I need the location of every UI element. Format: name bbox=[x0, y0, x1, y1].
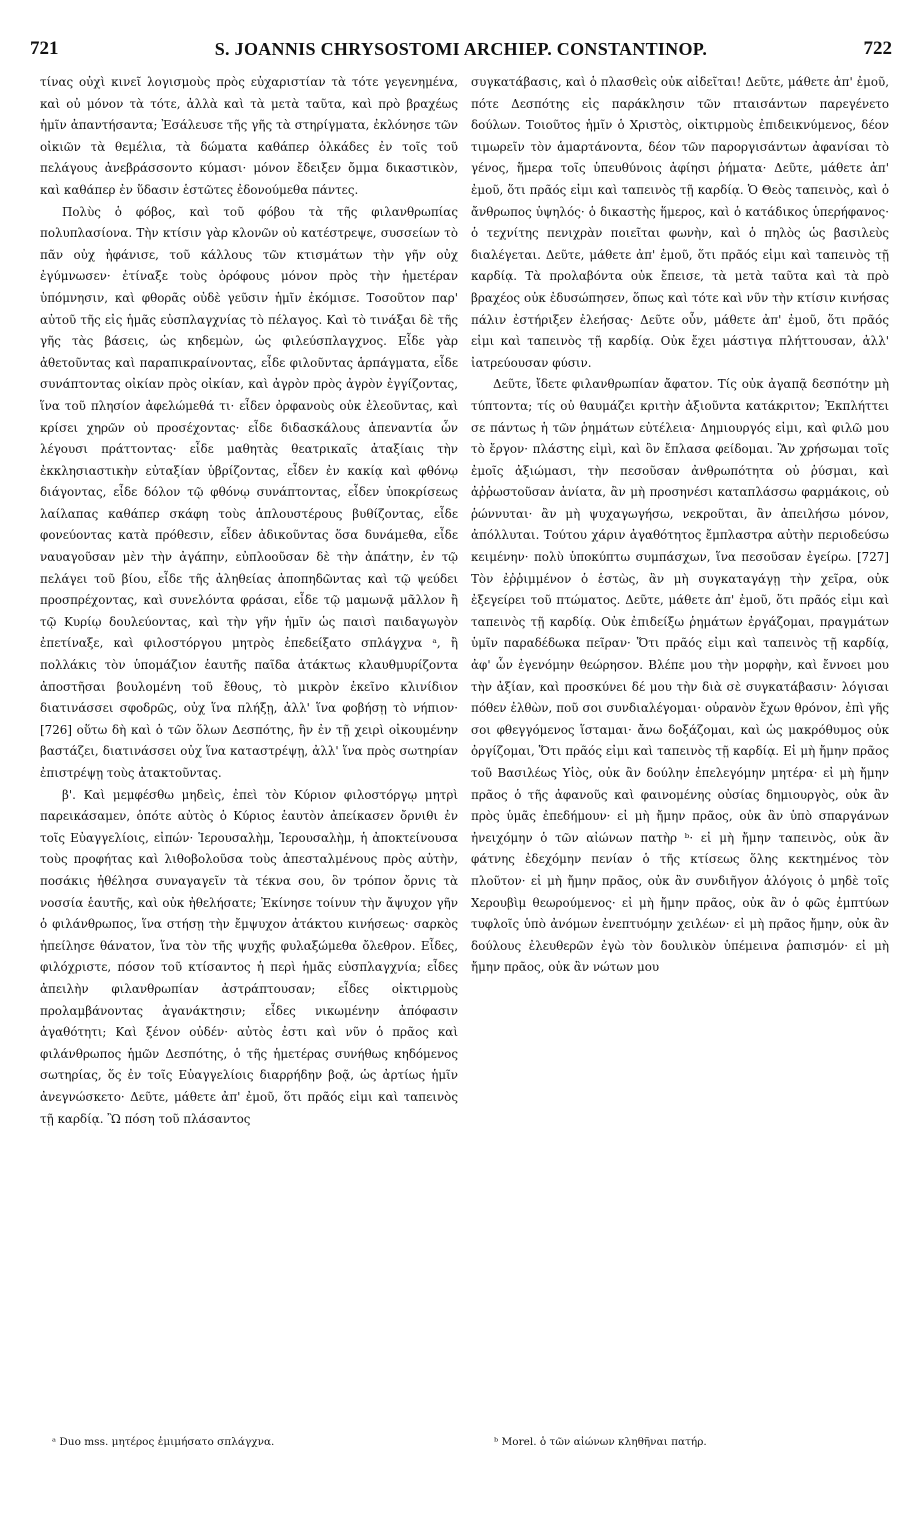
page-number-left: 721 bbox=[30, 38, 59, 59]
page-number-right: 722 bbox=[863, 38, 892, 59]
footnotes bbox=[40, 1436, 889, 1462]
right-column bbox=[471, 72, 889, 1412]
paragraph: Πολὺς ὁ φόβος, καὶ τοῦ φόβου τὰ τῆς φιλανθρωπίας πολυπλασίονα. Τὴν κτίσιν γὰρ κλονῶν οὐ κατέστρεψε, συσσείων τὸ πᾶν οὐχ ἠφάνισε, τοῦ κάλλους τῶν κτισμάτων τὴν γῆν οὐχ ἐγύμνωσεν· ἐτίναξε τοὺς ὀρόφους μόνον πρὸς τὴν ἡμετέραν ὑπόμνησιν, καὶ φθορᾶς οὐδὲ γεῦσιν ἡμῖν ἐκόμισε. Τοσοῦτον παρ' αὐτοῦ τῆς εἰς ἡμᾶς εὐσπλαγχνίας τὸ πέλαγος. Καὶ τὸ τινάξαι δὲ τῆς γῆς τὰς βάσεις, ὡς κηδεμὼν, ὡς φιλεύσπλαγχνος. Εἶδε γὰρ ἀθετοῦντας καὶ παραπικραίνοντας, εἶδε φιλοῦντας ἁρπάγματα, εἶδε συνάπτοντας οἰκίαν πρὸς οἰκίαν, καὶ ἀγρὸν πρὸς ἀγρὸν ἐγγίζοντας, ἵνα τοῦ πλησίον ἀφελώμεθά τι· εἶδεν ὀρφανοὺς οὐκ ἐλεοῦντας, καὶ κρίσει χηρῶν οὐ προσέχοντας· εἶδε διδασκάλους ἀπεναντία ὧν λέγουσι πράττοντας· εἶδε μαθητὰς θεατρικαῖς ἀταξίαις τὴν ἐκκλησιαστικὴν εὐταξίαν ὑβρίζοντας, εἶδεν ἐν κακίᾳ καὶ φθόνῳ διάγοντας, εἶδε δόλον τῷ φθόνῳ συνάπτοντας, εἶδεν ὑποκρίσεως λαίλαπας καθάπερ σκάφη τοὺς ἁπλουστέρους βυθίζοντας, εἶδε φονεύοντας κατὰ πρόθεσιν, εἶδεν ἀδικοῦντας ὅσα δυνάμεθα, εἶδε ναυαγοῦσαν μὲν τὴν ἀγάπην, εὐπλοοῦσαν δὲ τὴν ἀπάτην, ἐν τῷ πελάγει τοῦ βίου, εἶδε τῆς ἀληθείας ἀποπηδῶντας καὶ τῷ ψεύδει προσπρέχοντας, καὶ συνελόντα φράσαι, εἶδε τῷ μαμωνᾷ μᾶλλον ἢ τῷ Κυρίῳ δουλεύοντας, καὶ τὴν γῆν ἡμῖν ὡς παισὶ παιδαγωγὸν ἐπετίναξε, καὶ φιλοστόργου μητρὸς ἐπεδείξατο σπλάγχνα ᵃ, ἢ πολλάκις τὸν ὑπομάζιον ἑαυτῆς παῖδα ἀτάκτως κλαυθμυρίζοντα ἀποστῆσαι βουλομένη τοῦ ἔθους, τὸ μικρὸν ἐκεῖνο κλινίδιον διατινάσσει σφοδρῶς, οὐχ ἵνα πλήξῃ, ἀλλ' ἵνα φοβήσῃ τὸ νήπιον· [726] οὕτω δὴ καὶ ὁ τῶν ὅλων Δεσπότης, ἣν ἐν τῇ χειρὶ οἰκουμένην βαστάζει, διατινάσσει οὐχ ἵνα καταστρέψῃ, ἀλλ' ἵνα πρὸς σωτηρίαν ἐπιστρέψῃ τοὺς ἀτακτοῦντας. bbox=[40, 204, 458, 780]
paragraph: τίνας οὐχὶ κινεῖ λογισμοὺς πρὸς εὐχαριστίαν τὰ τότε γεγενημένα, καὶ οὐ μόνον τὰ τότε, ἀλλὰ καὶ τὰ μετὰ ταῦτα, καὶ πρὸ βραχέως ἡμῖν ἀπαντήσαντα; Ἐσάλευσε τῆς γῆς τὰ στηρίγματα, ἐκλόνησε τῶν οἰκιῶν τὰ θεμέλια, τὰ δώματα καθάπερ ὁλκάδες ἐν τοῖς τοῦ πελάγους ἀνεβράσσοντο κύμασι· μόνον ἔδειξεν ὄμμα δικαστικὸν, καὶ καθάπερ ἐν ὕδασιν ἑστῶτες ἐδονούμεθα πάντες. bbox=[40, 75, 458, 197]
footnote-b: ᵇ Morel. ὁ τῶν αἰώνων κληθῆναι πατήρ. bbox=[494, 1436, 707, 1448]
footnote-a: ᵃ Duo mss. μητέρος ἐμιμήσατο σπλάγχνα. bbox=[52, 1436, 275, 1448]
paragraph: β'. Καὶ μεμφέσθω μηδεὶς, ἐπεὶ τὸν Κύριον φιλοστόργῳ μητρὶ παρεικάσαμεν, ὁπότε αὐτὸς ὁ Κύριος ἑαυτὸν ἀπείκασεν ὄρνιθι ἐν τοῖς Εὐαγγελίοις, εἰπών· Ἱερουσαλὴμ, Ἱερουσαλὴμ, ἡ ἀποκτείνουσα τοὺς προφήτας καὶ λιθοβολοῦσα τοὺς ἀπεσταλμένους πρὸς αὐτὴν, ποσάκις ἠθέλησα συναγαγεῖν τὰ τέκνα σου, ὃν τρόπον ὄρνις τὰ νοσσία ἑαυτῆς, καὶ οὐκ ἠθελήσατε; Ἐκίνησε τοίνυν τὴν ἄψυχον γῆν ὁ φιλάνθρωπος, ἵνα στήσῃ τὴν ἔμψυχον ἀτάκτου κινήσεως· σαρκὸς ἠπείλησε θάνατον, ἵνα τὸν τῆς ψυχῆς φυλαξώμεθα ὄλεθρον. Εἶδες, φιλόχριστε, πόσον τοῦ κτίσαντος ἡ περὶ ἡμᾶς εὐσπλαγχνία; εἶδες ἀπειλὴν φιλανθρωπίαν ἀστράπτουσαν; εἶδες οἰκτιρμοὺς προλαμβάνοντας ἀγανάκτησιν; εἶδες νικωμένην ἀπόφασιν ἀγαθότητι; Καὶ ξένον οὐδέν· αὐτὸς ἐστι καὶ νῦν ὁ πρᾶος καὶ φιλάνθρωπος ἡμῶν Δεσπότης, ὁ τῆς ἡμετέρας συνήθως κηδόμενος σωτηρίας, ὅς ἐν τοῖς Εὐαγγελίοις διαρρήδην βοᾷ, ὡς ἀρτίως ἡμῖν ἀνεγνώσκετο· Δεῦτε, μάθετε ἀπ' ἐμοῦ, ὅτι πρᾶός εἰμι καὶ ταπεινὸς τῇ καρδίᾳ. Ὢ πόση τοῦ πλάσαντος bbox=[40, 787, 458, 1126]
paragraph: συγκατάβασις, καὶ ὁ πλασθεὶς οὐκ αἰδεῖται! Δεῦτε, μάθετε ἀπ' ἐμοῦ, πότε Δεσπότης εἰς παράκλησιν τῶν πταισάντων παρεγένετο δούλων. Τοιοῦτος ἡμῖν ὁ Χριστὸς, οἰκτιρμοὺς ἐπιδεικνύμενος, δέον τιμωρεῖν τὸν ἁμαρτάνοντα, δέον τῶν παροργισάντων ἀφανίσαι τὸ γένος, ἥμερα τοῖς ὑπευθύνοις ἀφίησι ῥήματα· Δεῦτε, μάθετε ἀπ' ἐμοῦ, ὅτι πρᾶός εἰμι καὶ ταπεινὸς τῇ καρδίᾳ. Ὁ Θεὸς ταπεινὸς, καὶ ὁ ἄνθρωπος ὑψηλός· ὁ δικαστὴς ἥμερος, καὶ ὁ κατάδικος ὑπερήφανος· ὁ τεχνίτης πενιχρὰν ποιεῖται φωνὴν, καὶ ὁ πηλὸς ὡς βασιλεὺς διαλέγεται. Δεῦτε, μάθετε ἀπ' ἐμοῦ, ὅτι πρᾶός εἰμι καὶ ταπεινὸς τῇ καρδίᾳ. Τὰ προλαβόντα οὐκ ἔπεισε, τὰ μετὰ ταῦτα καὶ τὰ πρὸ βραχέος οὐκ ἐδυσώπησεν, ὅπως καὶ τότε καὶ νῦν τὴν κτίσιν κινήσας πάλιν ἐστήριξεν ἐλεήσας· Δεῦτε οὖν, μάθετε ἀπ' ἐμοῦ, ὅτι πρᾶός εἰμι καὶ ταπεινὸς τῇ καρδίᾳ. Οὐκ ἔχει μάστιγα πλήττουσαν, ἀλλ' ἰατρεύουσαν φύσιν. bbox=[471, 75, 889, 370]
running-title: S. JOANNIS CHRYSOSTOMI ARCHIEP. CONSTANTINOP. bbox=[214, 39, 708, 59]
paragraph: Δεῦτε, ἴδετε φιλανθρωπίαν ἄφατον. Τίς οὐκ ἀγαπᾷ δεσπότην μὴ τύπτοντα; τίς οὐ θαυμάζει κριτὴν ἀξιοῦντα κατάκριτον; Ἐκπλήττει σε πάντως ἡ τῶν ῥημάτων εὐτέλεια· Δημιουργός εἰμι, καὶ φιλῶ μου τὸ ἔργον· πλάστης εἰμὶ, καὶ ὃν ἔπλασα φείδομαι. Ἂν χρήσωμαι τοῖς ἐμοῖς ἀξιώμασι, τὴν πεσοῦσαν ἀνθρωπότητα οὐ ῥύσμαι, καὶ ἀῤῥωστοῦσαν ἀνίατα, ἂν μὴ προσηνέσι καταπλάσσω φαρμάκοις, οὐ ῥώννυται· ἂν μὴ ψυχαγωγήσω, νεκροῦται, ἂν ἀπειλήσω μόνον, ἀπόλλυται. Τούτου χάριν ἀγαθότητος ἔμπλαστρα αὐτὴν περιοδεύσω κειμένην· πολὺ ὑποκύπτω συμπάσχων, ἵνα πεσοῦσαν ἐγείρω. [727] Τὸν ἐῤῥιμμένον ὁ ἑστὼς, ἂν μὴ συγκαταγάγῃ τὴν χεῖρα, οὐκ ἐξεγείρει τοῦ πτώματος. Δεῦτε, μάθετε ἀπ' ἐμοῦ, ὅτι πρᾶός εἰμι καὶ ταπεινὸς τῇ καρδίᾳ. Οὐκ ἐπιδείξω ῥημάτων ἐργάζομαι, πραγμάτων ὑμῖν παραδέδωκα πεῖραν· Ὅτι πρᾶός εἰμι καὶ ταπεινὸς τῇ καρδίᾳ, ἀφ' ὧν ἐγενόμην θεώρησον. Βλέπε μου τὴν μορφὴν, καὶ ἔννοει μου τὴν ἀξίαν, καὶ προσκύνει δέ μου τὴν διὰ σὲ συγκατάβασιν· λόγισαι πόθεν ἐλθὼν, ποῦ σοι συνδιαλέγομαι· οὐρανὸν ἔχων θρόνον, ἐπὶ γῆς σοι φθεγγόμενος ἵσταμαι· ἄνω δοξάζομαι, καὶ ὡς μακρόθυμος οὐκ ὀργίζομαι, Ὅτι πρᾶός εἰμι καὶ ταπεινὸς τῇ καρδίᾳ. Εἰ μὴ ἤμην πρᾶος τοῦ Βασιλέως Υἱὸς, οὐκ ἂν δούλην ἐπελεγόμην μητέρα· εἰ μὴ ἤμην πρᾶος ὁ τῆς ἀφανοῦς καὶ φαινομένης οὐσίας δημιουργὸς, οὐκ ἂν πρὸς ὑμᾶς ἐπεδήμουν· εἰ μὴ ἤμην πρᾶος, οὐκ ἂν ὑπὸ σπαργάνων ἠνειχόμην ὁ τῶν αἰώνων πατὴρ ᵇ· εἰ μὴ ἤμην ταπεινὸς, οὐκ ἂν φάτνης ἐδεχόμην πενίαν ὁ τῆς κτίσεως ὅλης κεκτημένος τὸν πλοῦτον· εἰ μὴ ἤμην πρᾶος, οὐκ ἂν συνδιῆγον ἀλόγοις ὁ μηδὲ τοῖς Χερουβὶμ θεωρούμενος· εἰ μὴ ἤμην πρᾶος, οὐκ ἂν ὁ φῶς ἐμπτύων τυφλοῖς ὑπὸ ἀνόμων ἐνεπτυόμην χειλέων· εἰ μὴ πρᾶος ἤμην, οὐκ ἂν δούλους ἐλευθερῶν ἐγὼ τὸν δουλικὸν ὑπέμεινα ῥαπισμόν· εἰ μὴ ἤμην πρᾶος, οὐκ ἂν νώτων μου bbox=[471, 377, 889, 975]
page-header bbox=[30, 38, 892, 64]
left-column bbox=[40, 72, 458, 1412]
